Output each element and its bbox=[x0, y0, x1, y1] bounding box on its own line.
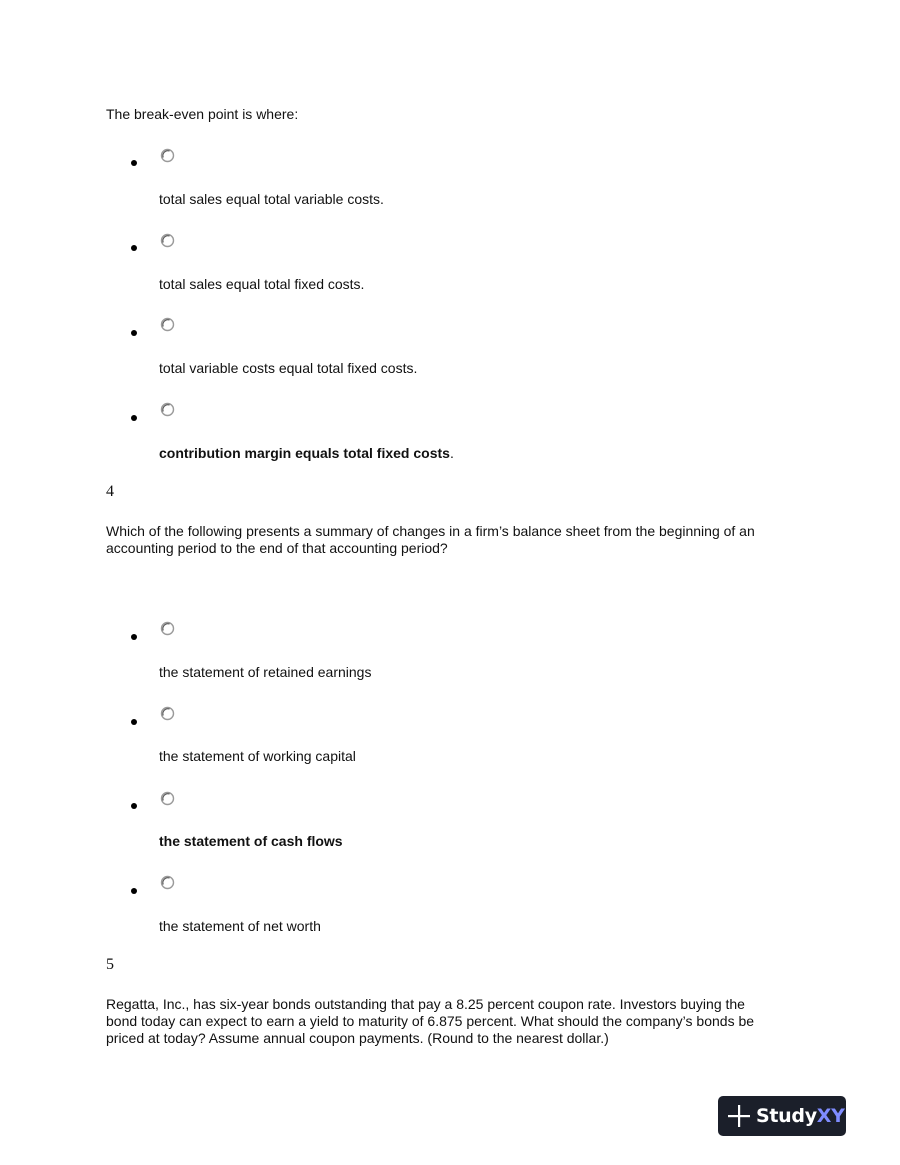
radio-button[interactable] bbox=[160, 621, 175, 636]
radio-button[interactable] bbox=[160, 233, 175, 248]
brand-part-2: XY bbox=[816, 1105, 845, 1127]
prompt-line: Regatta, Inc., has six-year bonds outstanding that pay a 8.25 percent coupon rate. Investors buying the bbox=[106, 996, 745, 1012]
studyxy-logo bbox=[718, 1096, 846, 1136]
plus-icon bbox=[727, 1104, 751, 1128]
option-label: total sales equal total variable costs. bbox=[159, 191, 384, 207]
prompt-line: bond today can expect to earn a yield to maturity of 6.875 percent. What should the company’s bonds be bbox=[106, 1013, 755, 1029]
radio-button[interactable] bbox=[160, 706, 175, 721]
question-number: 4 bbox=[106, 483, 114, 500]
brand-part-1: Study bbox=[756, 1105, 817, 1127]
radio-button[interactable] bbox=[160, 148, 175, 163]
bullet bbox=[131, 330, 139, 338]
option-suffix: . bbox=[449, 445, 454, 461]
option-label: the statement of retained earnings bbox=[159, 664, 372, 680]
prompt-line: Which of the following presents a summary of changes in a firm’s balance sheet from the beginning of an bbox=[106, 523, 755, 539]
option-label: the statement of working capital bbox=[159, 748, 356, 764]
question-prompt bbox=[106, 996, 806, 1047]
radio-button[interactable] bbox=[160, 875, 175, 890]
option-label bbox=[159, 445, 454, 462]
correct-answer-text: contribution margin equals total fixed costs bbox=[159, 445, 450, 461]
radio-button[interactable] bbox=[160, 402, 175, 417]
bullet bbox=[131, 160, 139, 168]
bullet bbox=[131, 245, 139, 253]
option-label: the statement of net worth bbox=[159, 918, 321, 934]
radio-button[interactable] bbox=[160, 317, 175, 332]
question-prompt bbox=[106, 523, 806, 557]
question-prompt: The break-even point is where: bbox=[106, 106, 299, 122]
option-label: total variable costs equal total fixed costs. bbox=[159, 360, 418, 376]
radio-button[interactable] bbox=[160, 791, 175, 806]
bullet bbox=[131, 888, 139, 896]
question-number: 5 bbox=[106, 956, 114, 973]
brand-name bbox=[756, 1104, 845, 1128]
bullet bbox=[131, 634, 139, 642]
bullet bbox=[131, 803, 139, 811]
option-label: total sales equal total fixed costs. bbox=[159, 276, 365, 292]
bullet bbox=[131, 415, 139, 423]
prompt-line: accounting period to the end of that accounting period? bbox=[106, 540, 448, 556]
prompt-line: priced at today? Assume annual coupon payments. (Round to the nearest dollar.) bbox=[106, 1030, 609, 1046]
correct-answer-text: the statement of cash flows bbox=[159, 833, 343, 849]
bullet bbox=[131, 719, 139, 727]
